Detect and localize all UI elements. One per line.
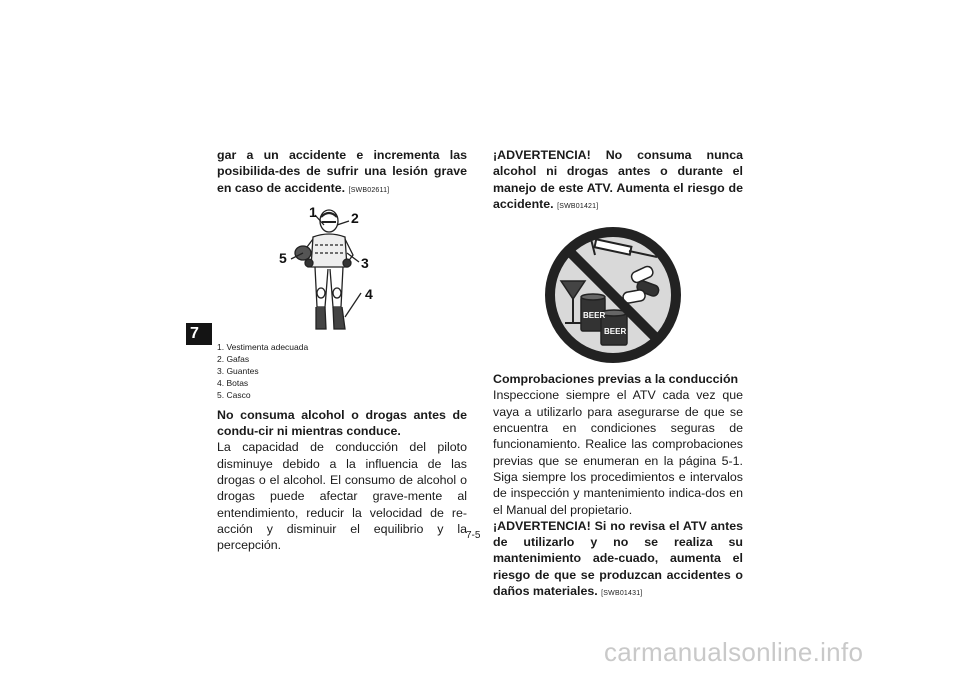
body-alcohol: La capacidad de conducción del piloto disminuye debido a la influencia de las drogas o el alcohol. El consumo de alcohol o drogas puede afectar grave-mente al entendimiento, reducir la velocidad de re-acción y disminuir el equilibrio y la percepción.: [217, 440, 467, 553]
warning-code: [SWB02611]: [348, 186, 390, 194]
warning-code: [SWB01421]: [557, 202, 599, 210]
rider-gear-illustration: [273, 207, 383, 339]
left-column: [217, 147, 467, 554]
right-column: [493, 147, 743, 602]
callout-3: 3: [361, 254, 369, 271]
section-tab: 7: [186, 323, 212, 345]
section-heading-alcohol: No consuma alcohol o drogas antes de condu-cir ni mientras conduce.: [217, 407, 467, 439]
beer-label: BEER: [604, 327, 627, 337]
caption-item: 3. Guantes: [217, 365, 259, 376]
caption-item: 5. Casco: [217, 389, 251, 400]
section-heading-prechecks: Comprobaciones previas a la conducción: [493, 372, 739, 387]
watermark: carmanualsonline.info: [604, 637, 864, 667]
body-prechecks: Inspeccione siempre el ATV cada vez que vaya a utilizarlo para asegurarse de que se encuentra en condiciones seguras de funcionamiento. Realice las comprobaciones previas que se enumeran en la página 5-1. Siga siempre los procedimientos e intervalos de inspección y mantenimiento indica-dos en el Manual del propietario.: [493, 388, 743, 517]
beer-label: BEER: [583, 311, 606, 321]
figure-caption: [217, 341, 467, 401]
callout-1: 1: [309, 206, 317, 220]
warning-continued: gar a un accidente e incrementa las posibilida-des de sufrir una lesión grave en caso de accidente. [SWB02611]: [217, 148, 467, 195]
caption-item: 4. Botas: [217, 377, 249, 388]
caption-item: 2. Gafas: [217, 353, 250, 364]
callout-4: 4: [365, 285, 373, 302]
warning-code: [SWB01431]: [601, 590, 643, 598]
warning-no-alcohol: ¡ADVERTENCIA! No consuma nunca alcohol ni drogas antes o durante el manejo de este ATV. Aumenta el riesgo de accidente. [SWB01421]: [493, 148, 743, 211]
page-number: 7-5: [466, 530, 481, 541]
no-alcohol-drugs-icon: [537, 225, 689, 365]
caption-item: 1. Vestimenta adecuada: [217, 341, 309, 352]
callout-2: 2: [351, 209, 359, 226]
callout-5: 5: [279, 249, 287, 266]
warning-maintenance: ¡ADVERTENCIA! Si no revisa el ATV antes de utilizarlo y no se realiza su mantenimiento ade-cuado, aumenta el riesgo de que se produzcan accidentes o daños materiales. [SWB01431]: [493, 518, 743, 599]
